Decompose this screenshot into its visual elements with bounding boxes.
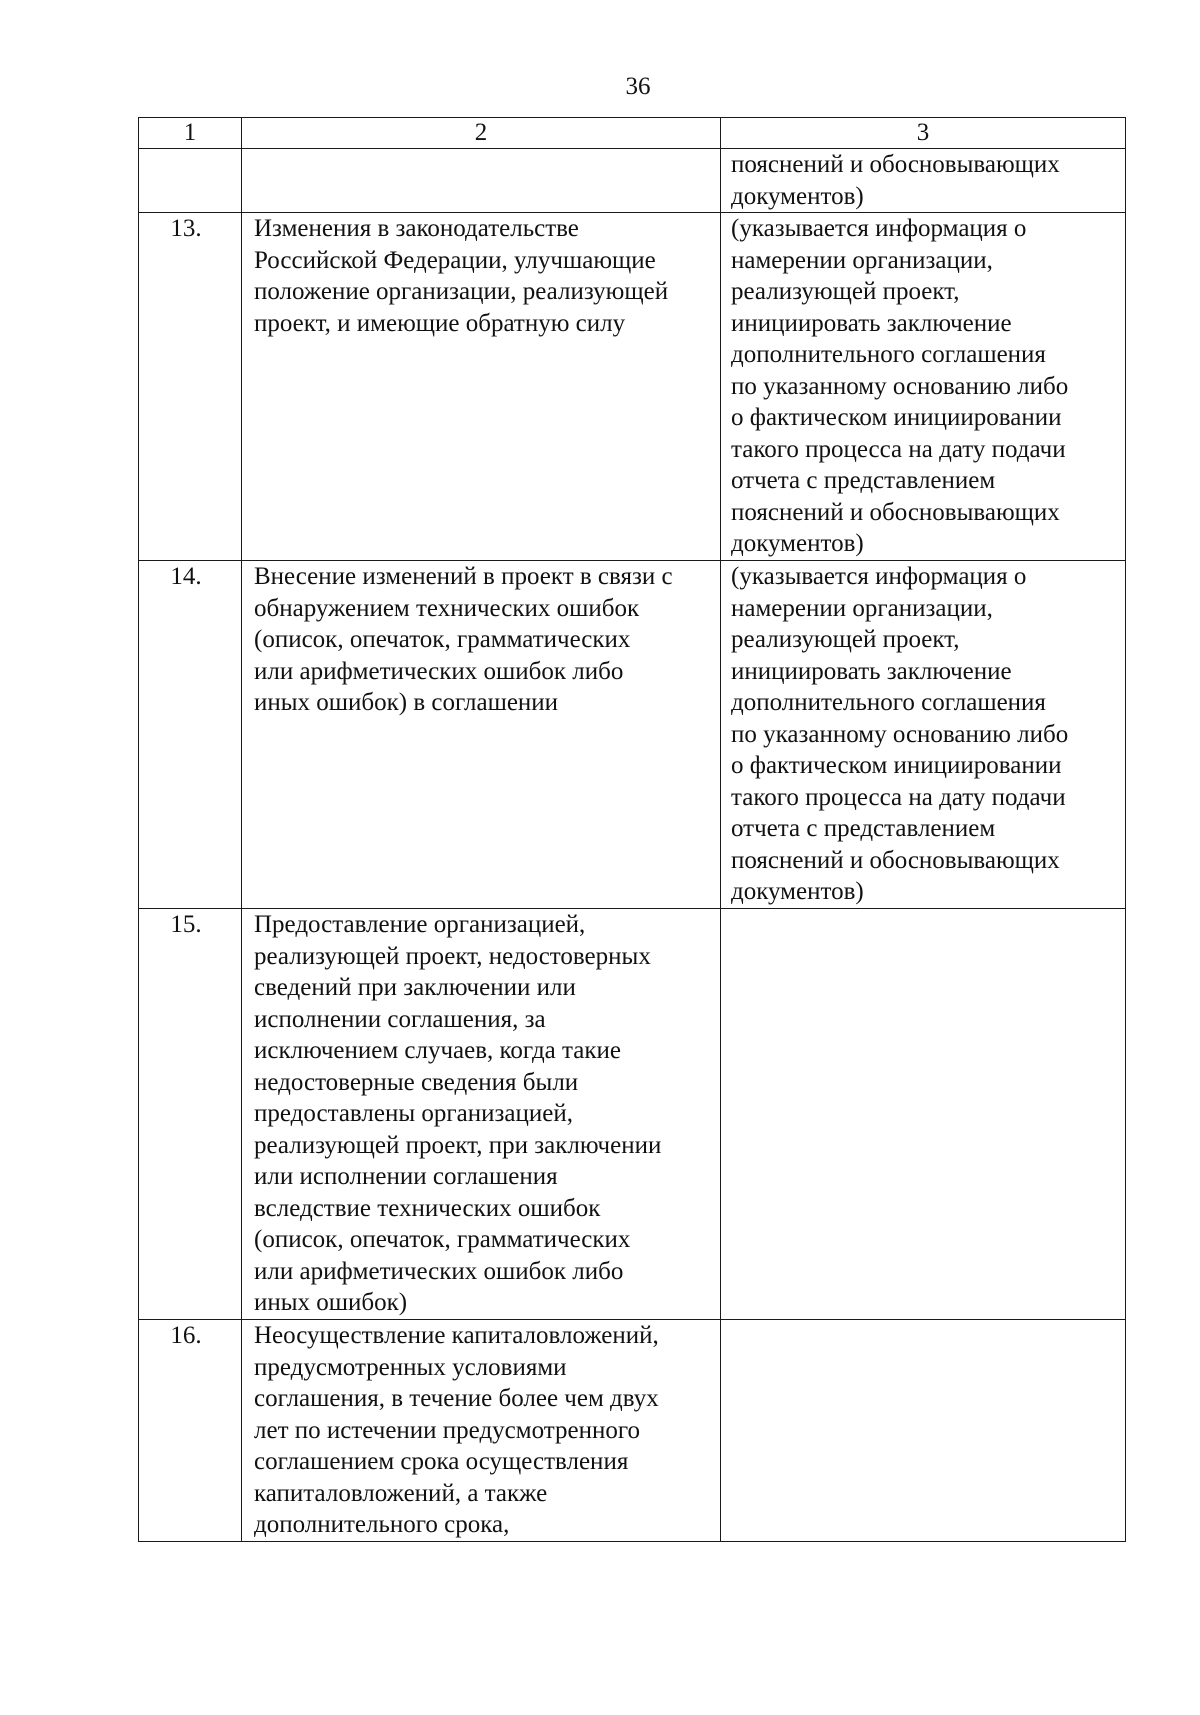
row-note: (указывается информация о намерении организации, реализующей проект, инициировать заключение дополнительного соглашения по указанному основанию либо о фактическом инициировании такого процесса на дату подачи отчета с представлением пояснений и обосновывающих документов) bbox=[731, 215, 1069, 557]
row-note-cell bbox=[721, 213, 1126, 561]
row-description: Внесение изменений в проект в связи с обнаружением технических ошибок (описок, опечаток, грамматических или арифметических ошибок либо иных ошибок) в соглашении bbox=[254, 563, 673, 716]
row-note-cell bbox=[721, 149, 1126, 213]
row-note-cell bbox=[721, 561, 1126, 909]
row-note-cell bbox=[721, 1320, 1126, 1542]
table-row bbox=[139, 1320, 1126, 1542]
row-number: 13. bbox=[170, 215, 202, 242]
row-description-cell bbox=[242, 1320, 721, 1542]
table-header-row bbox=[139, 118, 1126, 149]
row-note: пояснений и обосновывающих документов) bbox=[731, 151, 1060, 210]
column-header-2: 2 bbox=[242, 118, 721, 149]
table-row bbox=[139, 909, 1126, 1320]
column-header-1: 1 bbox=[139, 118, 242, 149]
row-description-cell bbox=[242, 149, 721, 213]
row-note: (указывается информация о намерении организации, реализующей проект, инициировать заключение дополнительного соглашения по указанному основанию либо о фактическом инициировании такого процесса на дату подачи отчета с представлением пояснений и обосновывающих документов) bbox=[731, 563, 1069, 905]
row-description-cell bbox=[242, 909, 721, 1320]
row-number-cell bbox=[139, 213, 242, 561]
table-row-continuation bbox=[139, 149, 1126, 213]
page-number: 36 bbox=[625, 73, 651, 100]
row-description: Предоставление организацией, реализующей проект, недостоверных сведений при заключении или исполнении соглашения, за исключением случаев, когда такие недостоверные сведения были предоставлены организацией, реализующей проект, при заключении или исполнении соглашения вследствие технических ошибок (описок, опечаток, грамматических или арифметических ошибок либо иных ошибок) bbox=[254, 911, 662, 1316]
row-number: 15. bbox=[170, 911, 202, 938]
row-description: Неосуществление капиталовложений, предусмотренных условиями соглашения, в течение более чем двух лет по истечении предусмотренного соглашением срока осуществления капиталовложений, а также дополнительного срока, bbox=[254, 1322, 659, 1538]
row-number: 14. bbox=[170, 563, 202, 590]
row-description-cell bbox=[242, 561, 721, 909]
column-header-3: 3 bbox=[721, 118, 1126, 149]
row-number-cell bbox=[139, 909, 242, 1320]
row-description-cell bbox=[242, 213, 721, 561]
row-number-cell bbox=[139, 1320, 242, 1542]
table-row bbox=[139, 561, 1126, 909]
row-number-cell bbox=[139, 561, 242, 909]
table-row bbox=[139, 213, 1126, 561]
row-note-cell bbox=[721, 909, 1126, 1320]
row-number: 16. bbox=[170, 1322, 202, 1349]
row-number-cell bbox=[139, 149, 242, 213]
row-description: Изменения в законодательстве Российской Федерации, улучшающие положение организации, реализующей проект, и имеющие обратную силу bbox=[254, 215, 669, 337]
document-table bbox=[138, 117, 1126, 1542]
